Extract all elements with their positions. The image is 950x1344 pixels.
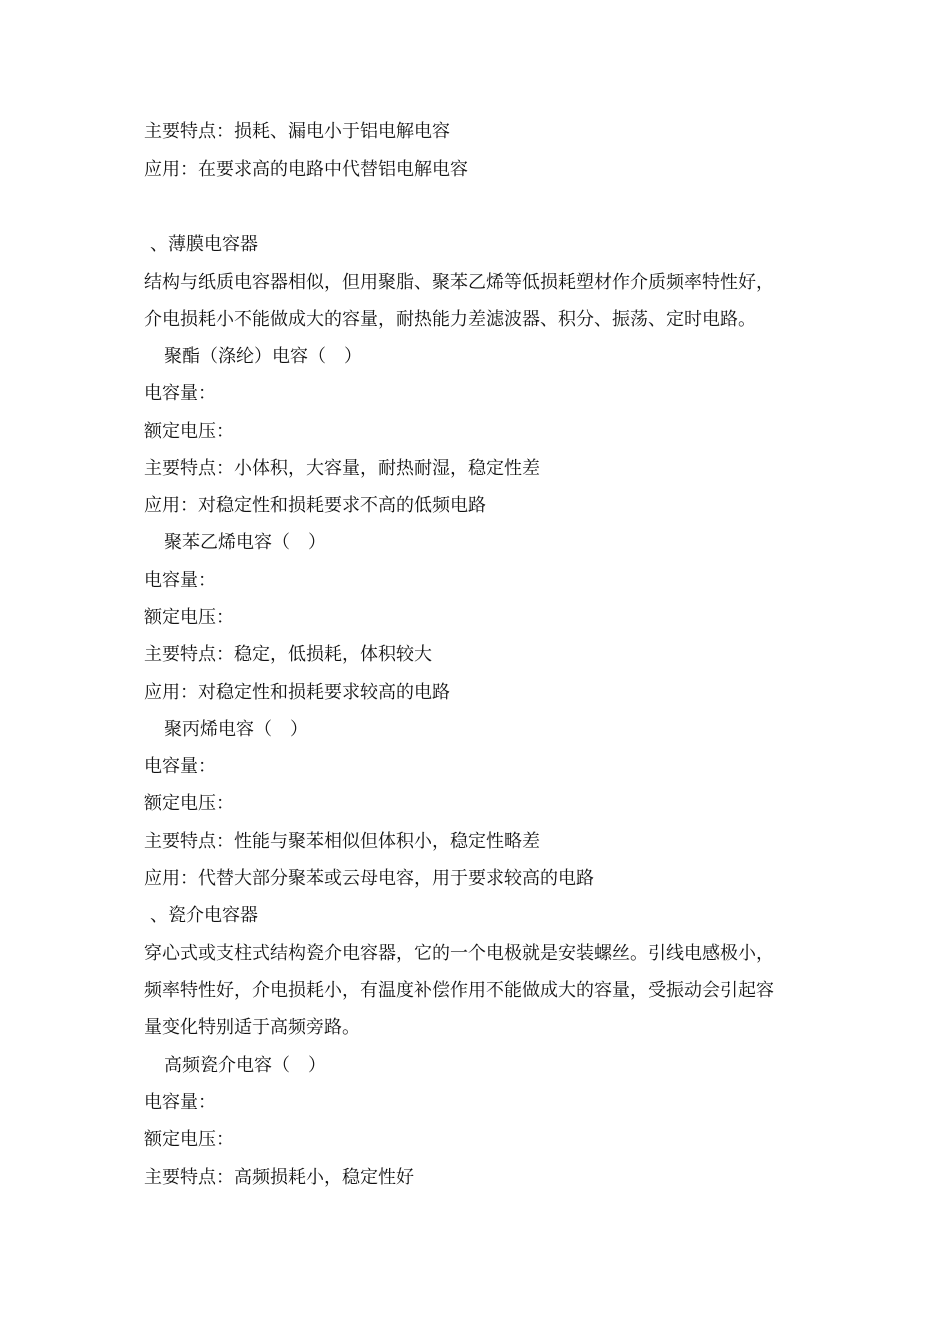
text-line: 额定电压： xyxy=(144,421,234,442)
section-heading: 、瓷介电容器 xyxy=(150,905,258,926)
text-line: 电容量： xyxy=(144,756,216,777)
text-line: 结构与纸质电容器相似，但用聚脂、聚苯乙烯等低损耗塑材作介质频率特性好， xyxy=(144,272,774,293)
text-line: 主要特点：性能与聚苯相似但体积小，稳定性略差 xyxy=(144,831,540,852)
text-line: 主要特点：损耗、漏电小于铝电解电容 xyxy=(144,121,450,142)
text-line: 应用：代替大部分聚苯或云母电容，用于要求较高的电路 xyxy=(144,868,594,889)
text-line: 应用：在要求高的电路中代替铝电解电容 xyxy=(144,159,468,180)
text-line: 主要特点：小体积，大容量，耐热耐湿，稳定性差 xyxy=(144,458,540,479)
section-heading: 、薄膜电容器 xyxy=(150,234,258,255)
text-line: 电容量： xyxy=(144,570,216,591)
text-line: 频率特性好，介电损耗小，有温度补偿作用不能做成大的容量，受振动会引起容 xyxy=(144,980,774,1001)
subsection-heading: 聚丙烯电容（ ） xyxy=(164,719,308,740)
text-line: 额定电压： xyxy=(144,793,234,814)
text-line: 主要特点：稳定，低损耗，体积较大 xyxy=(144,644,432,665)
text-line: 量变化特别适于高频旁路。 xyxy=(144,1017,360,1038)
text-line: 主要特点：高频损耗小，稳定性好 xyxy=(144,1167,414,1188)
text-line: 额定电压： xyxy=(144,1129,234,1150)
text-line: 穿心式或支柱式结构瓷介电容器，它的一个电极就是安装螺丝。引线电感极小， xyxy=(144,943,774,964)
text-line: 额定电压： xyxy=(144,607,234,628)
text-line: 应用：对稳定性和损耗要求较高的电路 xyxy=(144,682,450,703)
subsection-heading: 聚酯（涤纶）电容（ ） xyxy=(164,346,362,367)
subsection-heading: 聚苯乙烯电容（ ） xyxy=(164,532,326,553)
text-line: 介电损耗小不能做成大的容量，耐热能力差滤波器、积分、振荡、定时电路。 xyxy=(144,309,756,330)
text-line: 应用：对稳定性和损耗要求不高的低频电路 xyxy=(144,495,486,516)
subsection-heading: 高频瓷介电容（ ） xyxy=(164,1055,326,1076)
text-line: 电容量： xyxy=(144,383,216,404)
text-line: 电容量： xyxy=(144,1092,216,1113)
